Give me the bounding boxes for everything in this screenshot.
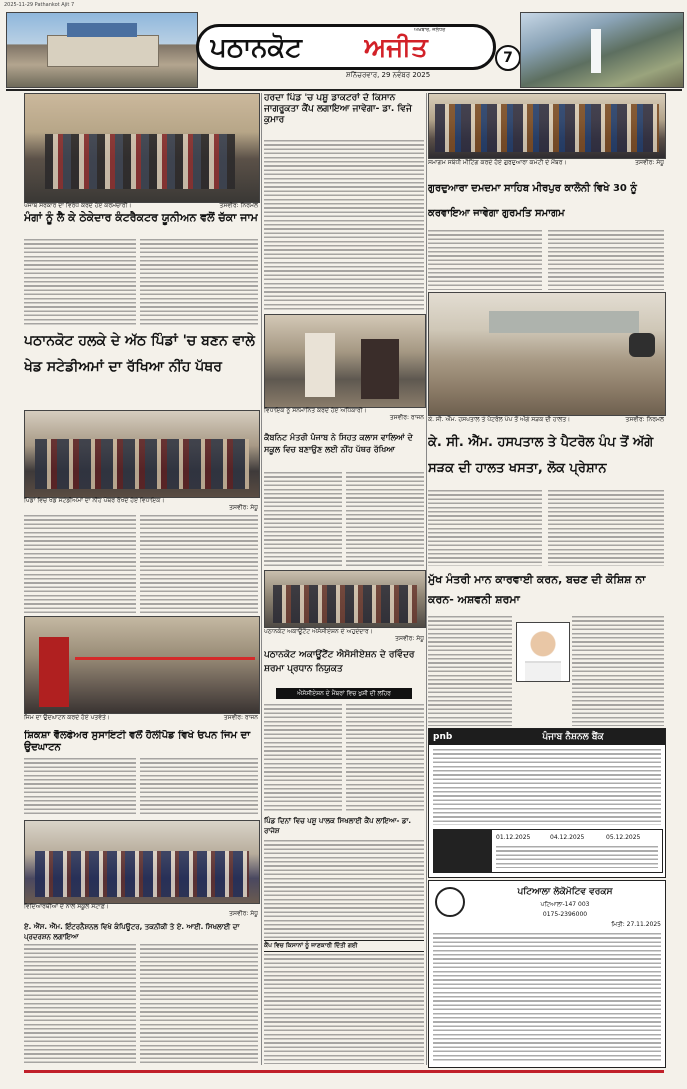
- school-photo: [24, 820, 260, 904]
- animal-camp-text-2: [264, 954, 424, 1064]
- pnb-table-rows: [496, 846, 658, 868]
- gym-text-col-2: [140, 758, 258, 816]
- protest-credit: ਤਸਵੀਰ: ਨਿਰਮਲ: [219, 202, 258, 209]
- stadium-caption: ਪਿੰਡਾਂ ਵਿਚ ਖੇਡ ਸਟੇਡੀਅਮਾਂ ਦਾ ਨੀਂਹ ਪੱਥਰ ਰੱਖਦੇ ਹੋਏ ਵਿਧਾਇਕ।: [24, 497, 165, 504]
- plw-ad-text: [433, 933, 661, 1063]
- accountants-subhead: ਐਸੋਸੀਏਸ਼ਨ ਦੇ ਮੈਂਬਰਾਂ ਵਿਚ ਖੁਸ਼ੀ ਦੀ ਲਹਿਰ: [276, 688, 412, 699]
- masthead-title-right: ਅਜੀਤ: [364, 33, 428, 63]
- animal-camp-headline: ਪਿੰਡ ਦਿਨਾਂ ਵਿਚ ਪਸ਼ੂ ਪਾਲਕ ਸਿਖਲਾਈ ਕੈਂਪ ਲਾਇਆ- ਡਾ. ਰਾਜੇਸ਼: [264, 817, 412, 835]
- road-credit: ਤਸਵੀਰ: ਨਿਰਮਲ: [625, 416, 664, 423]
- masthead-left-photo: [6, 12, 198, 88]
- gurdwara-headline: ਗੁਰਦੁਆਰਾ ਦਮਦਮਾ ਸਾਹਿਬ ਮੀਰਪੁਰ ਕਾਲੋਨੀ ਵਿਖੇ 30 ਨੂੰ ਕਰਵਾਇਆ ਜਾਵੇਗਾ ਗੁਰਮਤਿ ਸਮਾਗਮ: [428, 183, 637, 219]
- stadium-photo: [24, 410, 260, 498]
- stadium-text-col-2: [140, 515, 258, 613]
- plw-name: ਪਟਿਆਲਾ ਲੋਕੋਮੋਟਿਵ ਵਰਕਸ: [517, 887, 613, 897]
- road-text-col-2: [548, 490, 664, 566]
- protest-photo: [24, 93, 260, 203]
- stadium-headline: ਪਠਾਨਕੋਟ ਹਲਕੇ ਦੇ ਅੱਠ ਪਿੰਡਾਂ 'ਚ ਬਣਨ ਵਾਲੇ ਖੇਡ ਸਟੇਡੀਅਮਾਂ ਦਾ ਰੱਖਿਆ ਨੀਂਹ ਪੱਥਰ: [24, 333, 255, 375]
- road-caption: ਕੇ. ਸੀ. ਐੱਮ. ਹਸਪਤਾਲ ਤੇ ਪੈਟਰੋਲ ਪੰਪ ਤੋਂ ਅੱਗੇ ਸੜਕ ਦੀ ਹਾਲਤ।: [428, 416, 571, 423]
- accountants-credit: ਤਸਵੀਰ: ਸੰਧੂ: [395, 635, 424, 642]
- plw-phone: 0175-2396000: [542, 911, 588, 918]
- pnb-ad-header: [429, 729, 665, 745]
- pnb-ad: [428, 728, 666, 878]
- vet-camp-text: [264, 140, 424, 312]
- divider-right: [426, 93, 427, 1065]
- plw-date: ਮਿਤੀ: 27.11.2025: [611, 921, 661, 928]
- gym-caption: ਜਿਮ ਦਾ ਉਦਘਾਟਨ ਕਰਦੇ ਹੋਏ ਪਤਵੰਤੇ।: [24, 714, 110, 721]
- road-headline: ਕੇ. ਸੀ. ਐੱਮ. ਹਸਪਤਾਲ ਤੇ ਪੈਟਰੋਲ ਪੰਪ ਤੋਂ ਅੱਗੇ ਸੜਕ ਦੀ ਹਾਲਤ ਖਸਤਾ, ਲੋਕ ਪ੍ਰੇਸ਼ਾਨ: [428, 435, 654, 476]
- school-credit: ਤਸਵੀਰ: ਸੰਧੂ: [229, 910, 258, 917]
- mla-honour-credit: ਤਸਵੀਰ: ਰਾਜਨ: [389, 414, 424, 421]
- union-protest-headline: ਮੰਗਾਂ ਨੂੰ ਲੈ ਕੇ ਠੇਕੇਦਾਰ ਕੰਟਰੈਕਟਰ ਯੂਨੀਅਨ ਵਲੋਂ ਚੱਕਾ ਜਾਮ: [24, 211, 258, 224]
- gym-credit: ਤਸਵੀਰ: ਰਾਜਨ: [223, 714, 258, 721]
- school-text-col-1: [24, 944, 136, 1064]
- minister-text-col-1: [264, 472, 342, 568]
- top-strip: 2025-11-29 Pathankot Ajit 7: [4, 2, 75, 8]
- bottom-color-bar: [24, 1070, 664, 1073]
- minister-text-col-2: [346, 472, 424, 568]
- vet-camp-headline: ਹਰਦਾ ਪਿੰਡ 'ਚ ਪਸ਼ੂ ਡਾਕਟਰਾਂ ਦੇ ਕਿਸਾਨ ਜਾਗਰੂਕਤਾ ਕੈਂਪ ਲਗਾਇਆ ਜਾਵੇਗਾ- ਡਾ. ਵਿਜੇ ਕੁਮਾਰ: [264, 93, 412, 125]
- pnb-table-black-col: [434, 830, 492, 872]
- gym-headline: ਸ਼ਿਕਸ਼ਾ ਵੈੱਲਫੇਅਰ ਸੁਸਾਇਟੀ ਵਲੋਂ ਹੈਲੀਪੈਡ ਵਿਖੇ ਓਪਨ ਜਿਮ ਦਾ ਉਦਘਾਟਨ: [24, 730, 251, 753]
- animal-camp-text: [264, 840, 424, 938]
- gym-photo: [24, 616, 260, 714]
- masthead-banner: [196, 24, 496, 80]
- mla-honour-caption: ਵਿਧਾਇਕ ਨੂੰ ਸਨਮਾਨਿਤ ਕਰਦੇ ਹੋਏ ਅਧਿਕਾਰੀ।: [264, 407, 367, 414]
- sharma-text-col-1: [428, 616, 512, 726]
- protest-caption: ਪੰਜਾਬ ਸਰਕਾਰ ਦਾ ਵਿਰੋਧ ਕਰਦੇ ਹੋਏ ਕਰਮਚਾਰੀ।: [24, 202, 132, 209]
- plw-emblem: [435, 887, 465, 917]
- accountants-caption: ਪਠਾਨਕੋਟ ਅਕਾਊਂਟੈਂਟ ਐਸੋਸੀਏਸ਼ਨ ਦੇ ਅਹੁਦੇਦਾਰ।: [264, 628, 373, 635]
- accountants-text-col-1: [264, 704, 342, 812]
- gurdwara-text-col-2: [548, 230, 664, 290]
- accountants-photo: [264, 570, 426, 628]
- plw-ad: [428, 880, 666, 1068]
- pnb-ad-table: [433, 829, 663, 873]
- divider-left: [261, 93, 262, 1065]
- pnb-logo: pnb: [433, 732, 453, 742]
- page-number-badge: 7: [495, 45, 521, 71]
- pnb-date-2: 04.12.2025: [550, 834, 585, 841]
- animal-camp-subhead: ਕੈਂਪ ਵਿਚ ਕਿਸਾਨਾਂ ਨੂੰ ਜਾਣਕਾਰੀ ਦਿੱਤੀ ਗਈ: [264, 940, 424, 952]
- masthead-title-left: ਪਠਾਨਕੋਟ: [210, 33, 302, 63]
- accountants-text-col-2: [346, 704, 424, 812]
- plw-sub: ਪਟਿਆਲਾ-147 003: [540, 901, 590, 908]
- gurdwara-photo: [428, 93, 666, 159]
- union-protest-text-col-2: [140, 239, 258, 325]
- road-text-col-1: [428, 490, 542, 566]
- school-caption: ਵਿਦਿਆਰਥੀਆਂ ਦੇ ਨਾਲ ਸਕੂਲ ਸਟਾਫ਼।: [24, 903, 109, 910]
- gym-text-col-1: [24, 758, 136, 816]
- union-protest-text-col-1: [24, 239, 136, 325]
- pnb-date-1: 01.12.2025: [496, 834, 531, 841]
- pnb-ad-text: [433, 749, 661, 825]
- minister-headline: ਕੈਬਨਿਟ ਮੰਤਰੀ ਪੰਜਾਬ ਨੇ ਸਿਹਤ ਕਲਾਸ ਵਾਲਿਆਂ ਦੇ ਸਕੂਲ ਵਿਚ ਬਣਾਉਣ ਲਈ ਨੀਂਹ ਪੱਥਰ ਰੱਖਿਆ: [264, 433, 413, 454]
- mla-honour-photo: [264, 314, 426, 408]
- gurdwara-credit: ਤਸਵੀਰ: ਸੰਧੂ: [635, 159, 664, 166]
- accountants-headline: ਪਠਾਨਕੋਟ ਅਕਾਊਂਟੈਂਟ ਐਸੋਸੀਏਸ਼ਨ ਦੇ ਰਵਿੰਦਰ ਸ਼ਰਮਾ ਪ੍ਰਧਾਨ ਨਿਯੁਕਤ: [264, 650, 415, 674]
- pnb-bank-name: ਪੰਜਾਬ ਨੈਸ਼ਨਲ ਬੈਂਕ: [542, 732, 604, 742]
- masthead-rule: [6, 89, 682, 91]
- masthead-small-label: ਅਖ਼ਬਾਰ, ਜਲੰਧਰ: [414, 27, 446, 33]
- school-text-col-2: [140, 944, 258, 1064]
- masthead-right-photo: [520, 12, 684, 88]
- stadium-text-col-1: [24, 515, 136, 613]
- sharma-text-col-2: [572, 616, 664, 726]
- sharma-portrait: [516, 622, 570, 682]
- stadium-credit: ਤਸਵੀਰ: ਸੰਧੂ: [229, 504, 258, 511]
- school-headline: ਏ. ਐੱਸ. ਐੱਮ. ਇੰਟਰਨੈਸ਼ਨਲ ਵਿਖੇ ਕੰਪਿਊਟਰ, ਤਕਨੀਕੀ ਤੇ ਏ. ਆਈ. ਸਿਖਲਾਈ ਦਾ ਪ੍ਰਦਰਸ਼ਨ ਲਗਾਇਆ: [24, 923, 240, 941]
- road-photo: [428, 292, 666, 416]
- pnb-date-3: 05.12.2025: [606, 834, 641, 841]
- gurdwara-caption: ਸਮਾਗਮ ਸਬੰਧੀ ਮੀਟਿੰਗ ਕਰਦੇ ਹੋਏ ਗੁਰਦੁਆਰਾ ਕਮੇਟੀ ਦੇ ਮੈਂਬਰ।: [428, 159, 567, 166]
- gurdwara-text-col-1: [428, 230, 542, 290]
- masthead-date: ਸ਼ਨਿੱਚਰਵਾਰ, 29 ਨਵੰਬਰ 2025: [346, 71, 431, 79]
- sharma-headline: ਮੁੱਖ ਮੰਤਰੀ ਮਾਨ ਕਾਰਵਾਈ ਕਰਨ, ਬਚਣ ਦੀ ਕੋਸ਼ਿਸ਼ ਨਾ ਕਰਨ- ਅਸ਼ਵਨੀ ਸ਼ਰਮਾ: [428, 573, 646, 606]
